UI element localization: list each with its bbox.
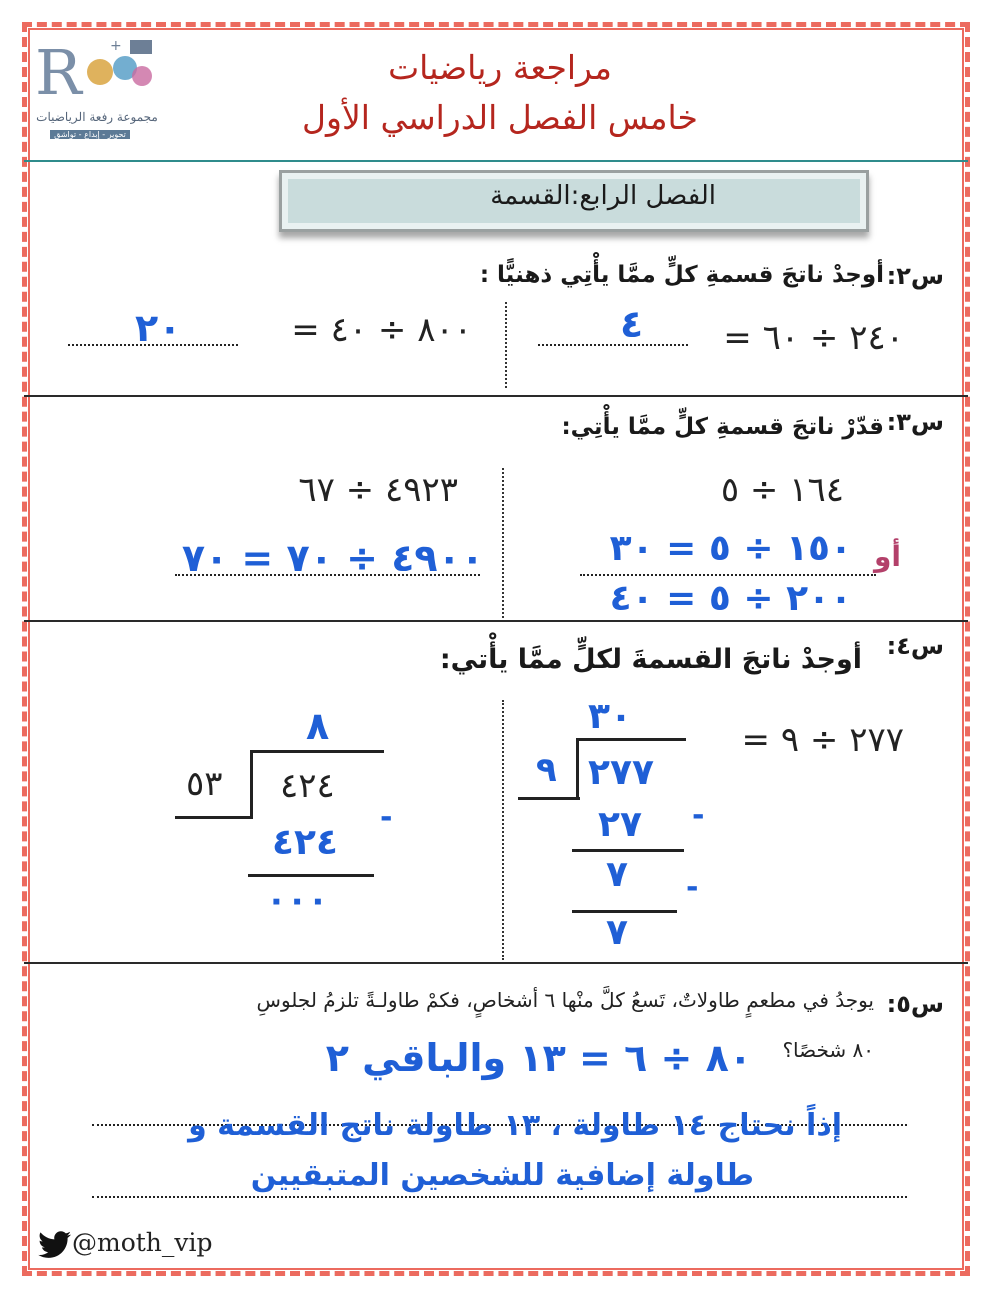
q4-left-divisor: ٥٣ bbox=[186, 764, 223, 804]
q4-right-step-1: ٢٧ bbox=[598, 804, 642, 845]
svg-text:+: + bbox=[110, 38, 122, 54]
q2-prompt: أوجدْ ناتجَ قسمةِ كلٍّ ممَّا يأْتِي ذهنيًّا : bbox=[479, 262, 884, 288]
q4-right-divisor: ٩ bbox=[536, 750, 557, 790]
q4-right-dividend: ٢٧٧ bbox=[588, 752, 654, 793]
q3-right-expression: ١٦٤ ÷ ٥ bbox=[720, 470, 844, 510]
logo-icon bbox=[30, 32, 160, 112]
q4-right-subtraction-line-1 bbox=[572, 849, 684, 852]
q4-right-minus-2: - bbox=[686, 870, 699, 905]
q3-prompt: قدّرْ ناتجَ قسمةِ كلٍّ ممَّا يأْتِي: bbox=[561, 414, 884, 440]
q4-left-step-1: ٤٢٤ bbox=[272, 822, 338, 863]
q3-right-answer-2: ٢٠٠ ÷ ٥ = ٤٠ bbox=[609, 578, 852, 619]
q3-left-expression: ٤٩٢٣ ÷ ٦٧ bbox=[298, 470, 458, 510]
q4-right-step-3: ٧ bbox=[606, 912, 628, 953]
q5-text-line2: ٨٠ شخصًا؟ bbox=[782, 1038, 874, 1062]
logo-tagline: تحوير - إبداع - تواشق bbox=[50, 130, 130, 139]
q4-right-expression: ٢٧٧ ÷ ٩ = bbox=[741, 720, 904, 760]
q3-number: س٣: bbox=[886, 408, 944, 436]
q4-prompt: أوجدْ ناتجَ القسمةَ لكلٍّ ممَّا يأْتي: bbox=[439, 644, 862, 675]
q2-left-expression: ٨٠٠ ÷ ٤٠ = bbox=[291, 310, 472, 350]
logo-caption: مجموعة رفعة الرياضيات bbox=[36, 110, 158, 124]
q2-left-answer: ٢٠ bbox=[135, 306, 182, 350]
chapter-box bbox=[279, 170, 869, 232]
q2-right-expression: ٢٤٠ ÷ ٦٠ = bbox=[723, 318, 904, 358]
svg-text:R: R bbox=[35, 36, 82, 109]
q5-number: س٥: bbox=[886, 990, 944, 1018]
q4-left-minus: - bbox=[380, 800, 393, 835]
q4-right-division-bracket bbox=[576, 738, 579, 798]
q4-right-division-base bbox=[518, 797, 580, 800]
q2-right-answer-line bbox=[538, 344, 688, 346]
q4-left-quotient: ٨ bbox=[306, 704, 330, 748]
q4-left-division-bracket bbox=[250, 750, 253, 818]
header-divider bbox=[24, 160, 968, 162]
title-line1: مراجعة رياضيات bbox=[388, 48, 612, 87]
q2-column-divider bbox=[505, 302, 507, 388]
q2-number: س٢: bbox=[886, 262, 944, 290]
q4-right-quotient: ٣٠ bbox=[588, 696, 632, 737]
q3-or-label: أو bbox=[874, 540, 902, 573]
q3-right-answer-1: ١٥٠ ÷ ٥ = ٣٠ bbox=[609, 528, 852, 569]
q3-left-answer: ٤٩٠٠ ÷ ٧٠ = ٧٠ bbox=[181, 536, 484, 580]
q5-text-line1: يوجدُ في مطعمٍ طاولاتٌ، تَسعُ كلَّ منْها ٦ أشخاصٍ، فكمْ طاولـةً تلزمُ لجلوسِ bbox=[256, 988, 874, 1012]
section-divider-q4 bbox=[24, 620, 968, 622]
q4-left-subtraction-line bbox=[248, 874, 374, 877]
section-divider-q5 bbox=[24, 962, 968, 964]
q4-right-step-2: ٧ bbox=[606, 854, 628, 895]
q4-left-division-base bbox=[175, 816, 253, 819]
q3-right-answer-line bbox=[580, 574, 876, 576]
q4-number: س٤: bbox=[886, 632, 944, 660]
footer-handle-text: @moth_vip bbox=[72, 1228, 213, 1257]
logo bbox=[30, 32, 160, 142]
q5-answer-line-2 bbox=[92, 1196, 907, 1198]
q4-left-dividend: ٤٢٤ bbox=[280, 766, 335, 806]
q4-right-minus-1: - bbox=[692, 798, 705, 833]
title-line2: خامس الفصل الدراسي الأول bbox=[302, 98, 698, 137]
q5-answer-line-2-text: طاولة إضافية للشخصين المتبقيين bbox=[250, 1158, 754, 1193]
q4-left-remainder: ٠٠٠ bbox=[266, 880, 329, 920]
q4-left-division-bar bbox=[250, 750, 384, 753]
q4-column-divider bbox=[502, 700, 504, 960]
twitter-bird-icon bbox=[38, 1231, 72, 1259]
q2-right-answer: ٤ bbox=[620, 302, 644, 346]
q5-answer-equation: ٨٠ ÷ ٦ = ١٣ والباقي ٢ bbox=[325, 1036, 752, 1080]
section-divider-q3 bbox=[24, 395, 968, 397]
q4-right-division-bar bbox=[576, 738, 686, 741]
chapter-title: الفصل الرابع:القسمة bbox=[490, 181, 716, 211]
q5-answer-line-1-text: إذاً نحتاج ١٤ طاولة ، ١٣ طاولة ناتج القسمة و bbox=[188, 1108, 842, 1143]
q3-column-divider bbox=[502, 468, 504, 618]
